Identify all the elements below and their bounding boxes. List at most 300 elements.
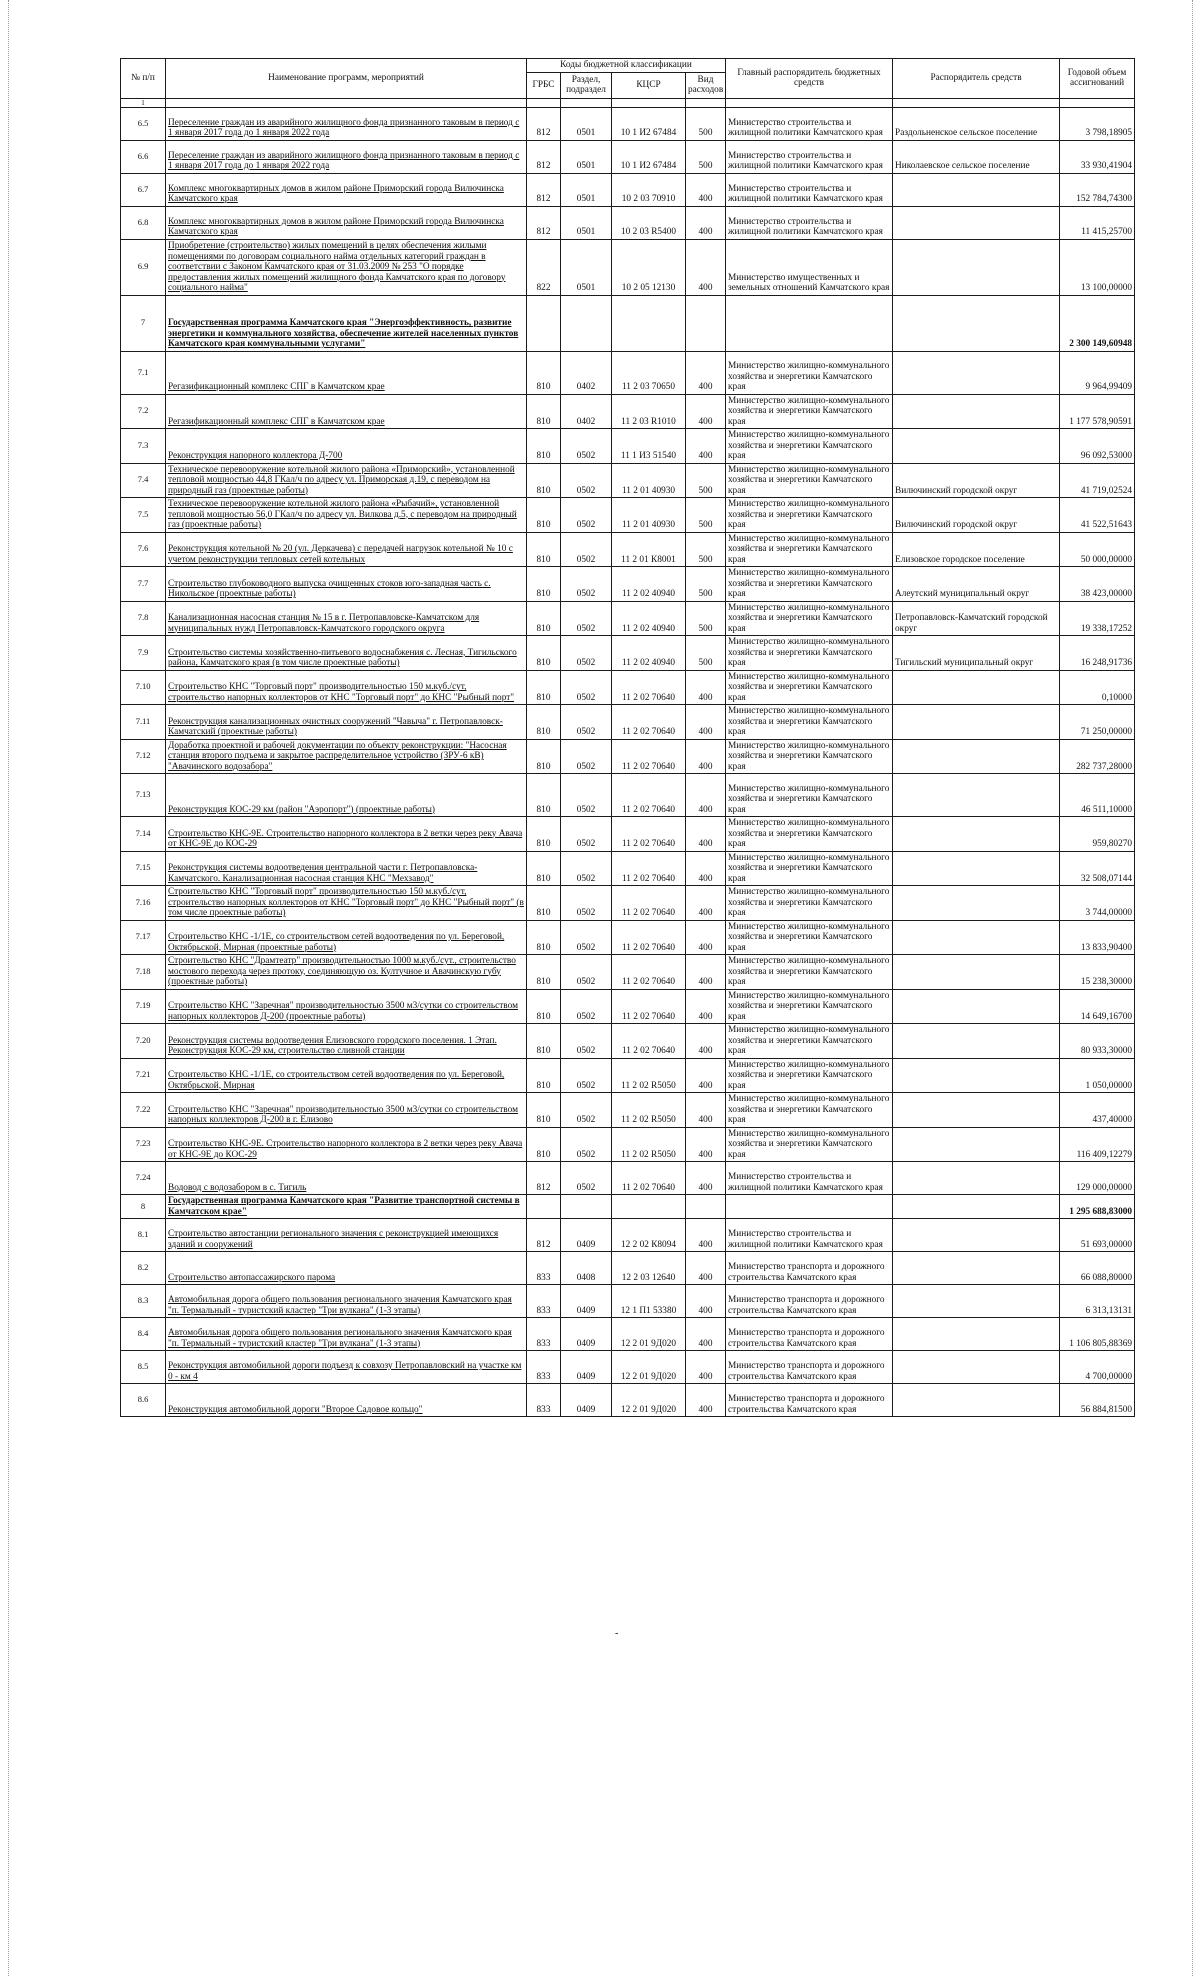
row-number-cell: 7 (121, 295, 166, 351)
footer-mark: - (615, 1628, 619, 1639)
program-name-cell: Регазификационный комплекс СПГ в Камчатском крае (166, 351, 527, 394)
main-manager-cell: Министерство жилищно-коммунального хозяйства и энергетики Камчатского края (726, 1127, 893, 1162)
annual-sum-cell: 13 100,00000 (1060, 239, 1135, 295)
manager-cell (893, 239, 1060, 295)
expense-type-code-cell: 400 (686, 173, 726, 206)
kcsr-code-cell: 11 2 02 R5050 (612, 1058, 686, 1093)
annual-sum-cell: 0,10000 (1060, 670, 1135, 705)
annual-sum-cell: 32 508,07144 (1060, 851, 1135, 886)
program-name-cell: Реконструкция напорного коллектора Д-700 (166, 429, 527, 464)
header-expense-type: Вид расходов (686, 72, 726, 98)
table-row (121, 107, 1135, 140)
grbs-code-cell: 810 (527, 670, 561, 705)
kcsr-code-cell: 11 2 02 70640 (612, 670, 686, 705)
annual-sum-cell: 51 693,00000 (1060, 1219, 1135, 1252)
row-number-cell: 7.16 (121, 886, 166, 921)
main-manager-cell: Министерство жилищно-коммунального хозяйства и энергетики Камчатского края (726, 1058, 893, 1093)
manager-cell (893, 739, 1060, 774)
kcsr-code-cell: 11 2 02 40940 (612, 636, 686, 671)
expense-type-code-cell: 400 (686, 920, 726, 955)
section-code-cell: 0402 (561, 351, 612, 394)
section-code-cell: 0502 (561, 955, 612, 990)
grbs-code-cell: 810 (527, 351, 561, 394)
program-name-cell: Строительство системы хозяйственно-питьевого водоснабжения с. Лесная, Тигильского района, Камчатского края (в том числе проектные работы) (166, 636, 527, 671)
expense-type-code-cell: 500 (686, 107, 726, 140)
row-number-cell: 7.24 (121, 1162, 166, 1195)
main-manager-cell: Министерство жилищно-коммунального хозяйства и энергетики Камчатского края (726, 955, 893, 990)
grbs-code-cell: 810 (527, 429, 561, 464)
program-name-cell: Автомобильная дорога общего пользования регионального значения Камчатского края "п. Термальный - туристский кластер "Три вулкана" (1-3 этапы) (166, 1285, 527, 1318)
annual-sum-cell: 3 798,18905 (1060, 107, 1135, 140)
header-section: Раздел, подраздел (561, 72, 612, 98)
grbs-code-cell: 810 (527, 1093, 561, 1128)
document-sheet (120, 58, 1134, 1417)
annual-sum-cell: 66 088,80000 (1060, 1252, 1135, 1285)
kcsr-code-cell: 11 2 02 70640 (612, 705, 686, 740)
row-number-cell: 8.4 (121, 1318, 166, 1351)
row-number-cell: 7.3 (121, 429, 166, 464)
main-manager-cell: Министерство жилищно-коммунального хозяйства и энергетики Камчатского края (726, 1024, 893, 1059)
program-name-cell: Строительство КНС "Заречная" производительностью 3500 м3/сутки со строительством напорных коллекторов Д-200 (проектные работы) (166, 989, 527, 1024)
table-row (121, 173, 1135, 206)
manager-cell (893, 1162, 1060, 1195)
row-number-cell: 7.17 (121, 920, 166, 955)
table-row (121, 498, 1135, 533)
section-code-cell: 0502 (561, 601, 612, 636)
manager-cell: Петропавловск-Камчатский городской округ (893, 601, 1060, 636)
header-index-cell (1060, 98, 1135, 107)
grbs-code-cell: 812 (527, 107, 561, 140)
table-row (121, 1252, 1135, 1285)
manager-cell (893, 394, 1060, 429)
row-number-cell: 7.18 (121, 955, 166, 990)
section-code-cell: 0502 (561, 532, 612, 567)
expense-type-code-cell: 500 (686, 498, 726, 533)
expense-type-code-cell: 500 (686, 140, 726, 173)
grbs-code-cell: 810 (527, 1127, 561, 1162)
grbs-code-cell: 833 (527, 1351, 561, 1384)
row-number-cell: 7.19 (121, 989, 166, 1024)
main-manager-cell: Министерство жилищно-коммунального хозяйства и энергетики Камчатского края (726, 601, 893, 636)
grbs-code-cell (527, 1195, 561, 1219)
annual-sum-cell: 1 177 578,90591 (1060, 394, 1135, 429)
kcsr-code-cell: 11 2 02 70640 (612, 1162, 686, 1195)
expense-type-code-cell: 400 (686, 705, 726, 740)
kcsr-code-cell: 12 2 01 9Д020 (612, 1318, 686, 1351)
header-manager: Распорядитель средств (893, 59, 1060, 99)
table-row (121, 1093, 1135, 1128)
annual-sum-cell: 80 933,30000 (1060, 1024, 1135, 1059)
expense-type-code-cell: 400 (686, 851, 726, 886)
expense-type-code-cell: 500 (686, 567, 726, 602)
section-code-cell: 0409 (561, 1384, 612, 1417)
row-number-cell: 7.13 (121, 774, 166, 817)
header-index-cell (612, 98, 686, 107)
kcsr-code-cell (612, 1195, 686, 1219)
program-name-cell: Реконструкция автомобильной дороги подъезд к совхозу Петропавловский на участке км 0 - км 4 (166, 1351, 527, 1384)
main-manager-cell: Министерство жилищно-коммунального хозяйства и энергетики Камчатского края (726, 429, 893, 464)
program-name-cell: Государственная программа Камчатского края "Энергоэффективность, развитие энергетики и коммунального хозяйства, обеспечение жителей населенных пунктов Камчатского края коммунальными услугами" (166, 295, 527, 351)
header-index-cell (726, 98, 893, 107)
kcsr-code-cell: 11 2 02 R5050 (612, 1127, 686, 1162)
kcsr-code-cell: 11 1 И3 51540 (612, 429, 686, 464)
program-name-cell: Реконструкция КОС-29 км (район "Аэропорт") (проектные работы) (166, 774, 527, 817)
table-row (121, 1219, 1135, 1252)
manager-cell (893, 989, 1060, 1024)
manager-cell (893, 705, 1060, 740)
table-row (121, 1024, 1135, 1059)
program-name-cell: Реконструкция системы водоотведения Елизовского городского поселения. 1 Этап. Реконструкция КОС-29 км, строительство сливной станции (166, 1024, 527, 1059)
table-row (121, 1318, 1135, 1351)
row-number-cell: 7.15 (121, 851, 166, 886)
grbs-code-cell: 810 (527, 705, 561, 740)
section-code-cell: 0408 (561, 1252, 612, 1285)
main-manager-cell: Министерство строительства и жилищной политики Камчатского края (726, 206, 893, 239)
row-number-cell: 8 (121, 1195, 166, 1219)
annual-sum-cell: 1 050,00000 (1060, 1058, 1135, 1093)
manager-cell (893, 1285, 1060, 1318)
page-edge-left (8, 0, 9, 1976)
manager-cell: Николаевское сельское поселение (893, 140, 1060, 173)
manager-cell (893, 1384, 1060, 1417)
row-number-cell: 7.11 (121, 705, 166, 740)
expense-type-code-cell (686, 1195, 726, 1219)
annual-sum-cell: 1 106 805,88369 (1060, 1318, 1135, 1351)
program-name-cell: Регазификационный комплекс СПГ в Камчатском крае (166, 394, 527, 429)
expense-type-code-cell: 500 (686, 601, 726, 636)
grbs-code-cell: 810 (527, 1058, 561, 1093)
main-manager-cell: Министерство имущественных и земельных отношений Камчатского края (726, 239, 893, 295)
grbs-code-cell: 810 (527, 739, 561, 774)
main-manager-cell: Министерство жилищно-коммунального хозяйства и энергетики Камчатского края (726, 463, 893, 498)
program-name-cell: Канализационная насосная станция № 15 в г. Петропавловске-Камчатском для муниципальных нужд Петропавловск-Камчатского городского округа (166, 601, 527, 636)
expense-type-code-cell: 400 (686, 955, 726, 990)
row-number-cell: 7.23 (121, 1127, 166, 1162)
annual-sum-cell: 4 700,00000 (1060, 1351, 1135, 1384)
kcsr-code-cell: 10 2 03 R5400 (612, 206, 686, 239)
kcsr-code-cell: 10 2 03 70910 (612, 173, 686, 206)
grbs-code-cell: 810 (527, 955, 561, 990)
page-edge-right (1192, 0, 1193, 1976)
kcsr-code-cell: 11 2 02 70640 (612, 955, 686, 990)
expense-type-code-cell: 500 (686, 636, 726, 671)
manager-cell (893, 955, 1060, 990)
grbs-code-cell: 810 (527, 498, 561, 533)
table-row (121, 817, 1135, 852)
manager-cell (893, 1351, 1060, 1384)
section-code-cell (561, 295, 612, 351)
main-manager-cell: Министерство жилищно-коммунального хозяйства и энергетики Камчатского края (726, 1093, 893, 1128)
table-row (121, 1351, 1135, 1384)
manager-cell: Тигильский муниципальный округ (893, 636, 1060, 671)
section-code-cell: 0502 (561, 1162, 612, 1195)
grbs-code-cell (527, 295, 561, 351)
section-code-cell: 0502 (561, 1127, 612, 1162)
manager-cell (893, 774, 1060, 817)
annual-sum-cell: 13 833,90400 (1060, 920, 1135, 955)
annual-sum-cell: 38 423,00000 (1060, 567, 1135, 602)
expense-type-code-cell: 400 (686, 1384, 726, 1417)
manager-cell (893, 1093, 1060, 1128)
grbs-code-cell: 810 (527, 601, 561, 636)
kcsr-code-cell: 11 2 02 70640 (612, 817, 686, 852)
table-row (121, 670, 1135, 705)
section-code-cell: 0502 (561, 817, 612, 852)
table-row (121, 1162, 1135, 1195)
manager-cell (893, 1195, 1060, 1219)
program-name-cell: Доработка проектной и рабочей документации по объекту реконструкции: "Насосная станция второго подъема и закрытое распределительное устройство (ЗРУ-6 кВ) "Авачинского водозабора" (166, 739, 527, 774)
annual-sum-cell: 437,40000 (1060, 1093, 1135, 1128)
annual-sum-cell: 50 000,00000 (1060, 532, 1135, 567)
expense-type-code-cell: 400 (686, 1127, 726, 1162)
program-name-cell: Строительство автостанции регионального значения с реконструкцией имеющихся зданий и сооружений (166, 1219, 527, 1252)
table-row (121, 567, 1135, 602)
program-name-cell: Строительство КНС "Торговый порт" производительностью 150 м.куб./сут, строительство напорных коллекторов от КНС "Торговый порт" до КНС "Рыбный порт" (166, 670, 527, 705)
table-row (121, 989, 1135, 1024)
table-row (121, 351, 1135, 394)
section-code-cell: 0502 (561, 463, 612, 498)
main-manager-cell: Министерство жилищно-коммунального хозяйства и энергетики Камчатского края (726, 886, 893, 921)
table-row (121, 851, 1135, 886)
program-name-cell: Строительство КНС -1/1Е, со строительством сетей водоотведения по ул. Береговой, Октябрьской, Мирная (проектные работы) (166, 920, 527, 955)
expense-type-code-cell: 400 (686, 1285, 726, 1318)
annual-sum-cell: 116 409,12279 (1060, 1127, 1135, 1162)
header-main-manager: Главный распорядитель бюджетных средств (726, 59, 893, 99)
annual-sum-cell: 19 338,17252 (1060, 601, 1135, 636)
grbs-code-cell: 810 (527, 989, 561, 1024)
main-manager-cell: Министерство транспорта и дорожного строительства Камчатского края (726, 1285, 893, 1318)
section-code-cell: 0502 (561, 886, 612, 921)
section-code-cell: 0409 (561, 1351, 612, 1384)
main-manager-cell: Министерство транспорта и дорожного строительства Камчатского края (726, 1318, 893, 1351)
table-row (121, 636, 1135, 671)
kcsr-code-cell: 12 1 П1 53380 (612, 1285, 686, 1318)
expense-type-code-cell: 400 (686, 1162, 726, 1195)
row-number-cell: 7.10 (121, 670, 166, 705)
program-name-cell: Водовод с водозабором в с. Тигиль (166, 1162, 527, 1195)
header-index-cell (561, 98, 612, 107)
row-number-cell: 7.9 (121, 636, 166, 671)
manager-cell (893, 206, 1060, 239)
main-manager-cell: Министерство жилищно-коммунального хозяйства и энергетики Камчатского края (726, 670, 893, 705)
program-name-cell: Реконструкция системы водоотведения центральной части г. Петропавловска-Камчатского. Канализационная насосная станция КНС "Мехзавод" (166, 851, 527, 886)
annual-sum-cell: 46 511,10000 (1060, 774, 1135, 817)
header-grbs: ГРБС (527, 72, 561, 98)
section-code-cell: 0502 (561, 498, 612, 533)
section-code-cell: 0502 (561, 636, 612, 671)
kcsr-code-cell: 11 2 02 40940 (612, 601, 686, 636)
grbs-code-cell: 810 (527, 532, 561, 567)
grbs-code-cell: 810 (527, 851, 561, 886)
expense-type-code-cell: 400 (686, 670, 726, 705)
annual-sum-cell: 2 300 149,60948 (1060, 295, 1135, 351)
section-code-cell: 0402 (561, 394, 612, 429)
manager-cell (893, 295, 1060, 351)
table-row (121, 1285, 1135, 1318)
manager-cell: Вилючинский городской округ (893, 463, 1060, 498)
annual-sum-cell: 129 000,00000 (1060, 1162, 1135, 1195)
kcsr-code-cell: 11 2 02 70640 (612, 851, 686, 886)
main-manager-cell: Министерство жилищно-коммунального хозяйства и энергетики Камчатского края (726, 774, 893, 817)
section-code-cell: 0409 (561, 1318, 612, 1351)
kcsr-code-cell: 11 2 02 70640 (612, 1024, 686, 1059)
main-manager-cell: Министерство строительства и жилищной политики Камчатского края (726, 107, 893, 140)
annual-sum-cell: 6 313,13131 (1060, 1285, 1135, 1318)
table-row (121, 739, 1135, 774)
kcsr-code-cell: 11 2 02 70640 (612, 774, 686, 817)
grbs-code-cell: 812 (527, 173, 561, 206)
expense-type-code-cell: 400 (686, 886, 726, 921)
section-code-cell: 0502 (561, 739, 612, 774)
header-index-cell (686, 98, 726, 107)
kcsr-code-cell: 12 2 01 9Д020 (612, 1384, 686, 1417)
program-row (121, 295, 1135, 351)
row-number-cell: 7.1 (121, 351, 166, 394)
kcsr-code-cell: 11 2 02 R5050 (612, 1093, 686, 1128)
table-row (121, 886, 1135, 921)
program-name-cell: Техническое перевооружение котельной жилого района «Рыбачий», установленной тепловой мощностью 56,0 ГКал/ч по адресу ул. Вилкова д.5, с переводом на природный газ (проектные работы) (166, 498, 527, 533)
kcsr-code-cell: 11 2 02 70640 (612, 989, 686, 1024)
expense-type-code-cell: 400 (686, 239, 726, 295)
kcsr-code-cell (612, 295, 686, 351)
manager-cell (893, 920, 1060, 955)
table-row (121, 1058, 1135, 1093)
program-name-cell: Переселение граждан из аварийного жилищного фонда признанного таковым в период с 1 января 2017 года до 1 января 2022 года (166, 140, 527, 173)
main-manager-cell: Министерство жилищно-коммунального хозяйства и энергетики Камчатского края (726, 989, 893, 1024)
grbs-code-cell: 833 (527, 1384, 561, 1417)
kcsr-code-cell: 11 2 02 70640 (612, 920, 686, 955)
table-row (121, 394, 1135, 429)
main-manager-cell: Министерство строительства и жилищной политики Камчатского края (726, 140, 893, 173)
main-manager-cell: Министерство жилищно-коммунального хозяйства и энергетики Камчатского края (726, 817, 893, 852)
program-name-cell: Строительство глубоководного выпуска очищенных стоков юго-западная часть с. Никольское (проектные работы) (166, 567, 527, 602)
header-index-cell (893, 98, 1060, 107)
main-manager-cell: Министерство жилищно-коммунального хозяйства и энергетики Камчатского края (726, 636, 893, 671)
main-manager-cell (726, 295, 893, 351)
program-name-cell: Реконструкция автомобильной дороги "Второе Садовое кольцо" (166, 1384, 527, 1417)
grbs-code-cell: 810 (527, 394, 561, 429)
row-number-cell: 6.9 (121, 239, 166, 295)
annual-sum-cell: 71 250,00000 (1060, 705, 1135, 740)
table-row (121, 239, 1135, 295)
row-number-cell: 7.12 (121, 739, 166, 774)
expense-type-code-cell: 400 (686, 1058, 726, 1093)
manager-cell (893, 886, 1060, 921)
row-number-cell: 7.21 (121, 1058, 166, 1093)
section-code-cell: 0409 (561, 1219, 612, 1252)
header-budget-codes: Коды бюджетной классификации (527, 59, 726, 73)
program-name-cell: Строительство КНС -1/1Е, со строительством сетей водоотведения по ул. Береговой, Октябрьской, Мирная (166, 1058, 527, 1093)
grbs-code-cell: 810 (527, 920, 561, 955)
table-row (121, 140, 1135, 173)
main-manager-cell: Министерство жилищно-коммунального хозяйства и энергетики Камчатского края (726, 705, 893, 740)
program-name-cell: Переселение граждан из аварийного жилищного фонда признанного таковым в период с 1 января 2017 года до 1 января 2022 года (166, 107, 527, 140)
section-code-cell: 0502 (561, 1058, 612, 1093)
main-manager-cell: Министерство жилищно-коммунального хозяйства и энергетики Камчатского края (726, 567, 893, 602)
section-code-cell: 0409 (561, 1285, 612, 1318)
header-index-cell: 1 (121, 98, 166, 107)
table-row (121, 532, 1135, 567)
manager-cell (893, 817, 1060, 852)
manager-cell: Елизовское городское поселение (893, 532, 1060, 567)
section-code-cell: 0502 (561, 705, 612, 740)
manager-cell (893, 429, 1060, 464)
program-name-cell: Строительство КНС-9Е. Строительство напорного коллектора в 2 ветки через реку Авача от КНС-9Е до КОС-29 (166, 1127, 527, 1162)
grbs-code-cell: 812 (527, 1219, 561, 1252)
expense-type-code-cell: 400 (686, 739, 726, 774)
program-name-cell: Строительство автопассажирского парома (166, 1252, 527, 1285)
expense-type-code-cell: 500 (686, 532, 726, 567)
kcsr-code-cell: 11 2 02 70640 (612, 739, 686, 774)
row-number-cell: 6.6 (121, 140, 166, 173)
expense-type-code-cell: 400 (686, 989, 726, 1024)
section-code-cell: 0502 (561, 774, 612, 817)
table-row (121, 1384, 1135, 1417)
table-header (121, 59, 1135, 108)
annual-sum-cell: 282 737,28000 (1060, 739, 1135, 774)
section-code-cell: 0502 (561, 851, 612, 886)
row-number-cell: 7.22 (121, 1093, 166, 1128)
main-manager-cell (726, 1195, 893, 1219)
grbs-code-cell: 812 (527, 1162, 561, 1195)
main-manager-cell: Министерство строительства и жилищной политики Камчатского края (726, 1162, 893, 1195)
annual-sum-cell: 14 649,16700 (1060, 989, 1135, 1024)
program-name-cell: Реконструкция котельной № 20 (ул. Деркачева) с передачей нагрузок котельной № 10 с учетом реконструкции тепловых сетей котельных (166, 532, 527, 567)
section-code-cell: 0501 (561, 173, 612, 206)
kcsr-code-cell: 12 2 02 К8094 (612, 1219, 686, 1252)
section-code-cell: 0502 (561, 1093, 612, 1128)
row-number-cell: 8.2 (121, 1252, 166, 1285)
table-row (121, 955, 1135, 990)
manager-cell (893, 351, 1060, 394)
grbs-code-cell: 810 (527, 567, 561, 602)
manager-cell (893, 1058, 1060, 1093)
program-name-cell: Строительство КНС "Заречная" производительностью 3500 м3/сутки со строительством напорных коллекторов Д-200 в г. Елизово (166, 1093, 527, 1128)
grbs-code-cell: 810 (527, 817, 561, 852)
expense-type-code-cell: 400 (686, 1219, 726, 1252)
kcsr-code-cell: 11 2 02 40940 (612, 567, 686, 602)
kcsr-code-cell: 11 2 01 40930 (612, 498, 686, 533)
program-name-cell: Комплекс многоквартирных домов в жилом районе Приморский города Вилючинска Камчатского края (166, 206, 527, 239)
grbs-code-cell: 833 (527, 1252, 561, 1285)
row-number-cell: 7.4 (121, 463, 166, 498)
expense-type-code-cell: 400 (686, 429, 726, 464)
section-code-cell: 0501 (561, 239, 612, 295)
annual-sum-cell: 96 092,53000 (1060, 429, 1135, 464)
header-program-name: Наименование программ, мероприятий (166, 59, 527, 99)
grbs-code-cell: 810 (527, 1024, 561, 1059)
grbs-code-cell: 810 (527, 886, 561, 921)
header-annual-sum: Годовой объем ассигнований (1060, 59, 1135, 99)
expense-type-code-cell: 500 (686, 463, 726, 498)
table-row (121, 463, 1135, 498)
row-number-cell: 7.2 (121, 394, 166, 429)
expense-type-code-cell: 400 (686, 1351, 726, 1384)
main-manager-cell: Министерство транспорта и дорожного строительства Камчатского края (726, 1351, 893, 1384)
section-code-cell: 0502 (561, 1024, 612, 1059)
program-name-cell: Реконструкция канализационных очистных сооружений "Чавыча" г. Петропавловск-Камчатский (проектные работы) (166, 705, 527, 740)
program-name-cell: Строительство КНС-9Е. Строительство напорного коллектора в 2 ветки через реку Авача от КНС-9Е до КОС-29 (166, 817, 527, 852)
annual-sum-cell: 41 719,02524 (1060, 463, 1135, 498)
main-manager-cell: Министерство жилищно-коммунального хозяйства и энергетики Камчатского края (726, 851, 893, 886)
row-number-cell: 7.5 (121, 498, 166, 533)
section-code-cell: 0502 (561, 920, 612, 955)
row-number-cell: 6.8 (121, 206, 166, 239)
annual-sum-cell: 41 522,51643 (1060, 498, 1135, 533)
section-code-cell: 0502 (561, 670, 612, 705)
grbs-code-cell: 810 (527, 636, 561, 671)
manager-cell (893, 1024, 1060, 1059)
